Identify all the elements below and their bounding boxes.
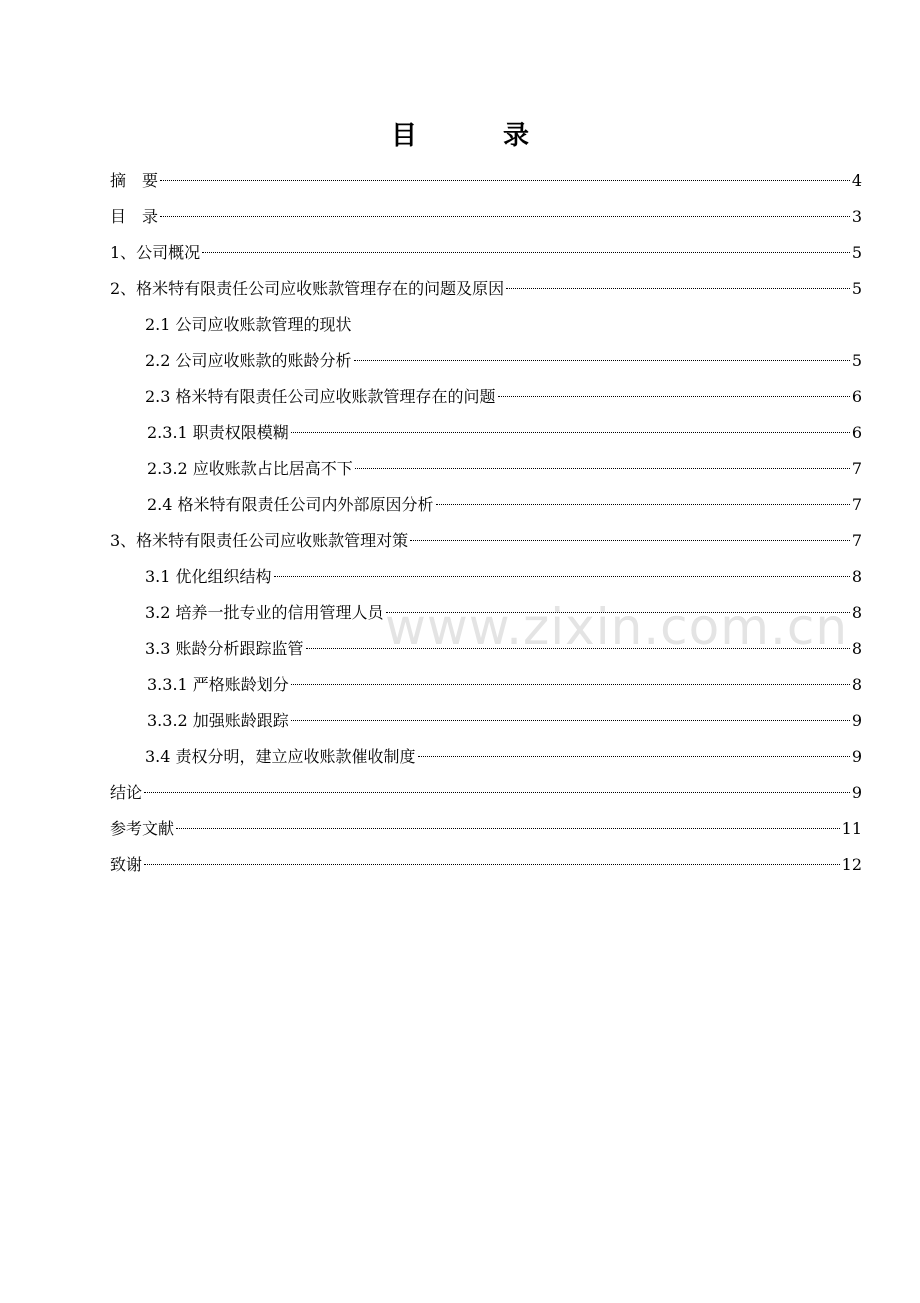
toc-entry-label: 参考文献 (110, 819, 175, 838)
toc-entry-page-number: 7 (851, 459, 862, 478)
page-title: 目 录 (390, 121, 559, 151)
toc-entry-page-number: 3 (851, 207, 862, 226)
toc-entry[interactable] (110, 523, 862, 559)
toc-entry-label: 3.3 账龄分析跟踪监管 (145, 639, 304, 658)
toc-entry[interactable] (110, 595, 862, 631)
toc-entry[interactable] (110, 271, 862, 307)
toc-entry-label: 2.3 格米特有限责任公司应收账款管理存在的问题 (145, 387, 496, 406)
toc-entry[interactable] (110, 163, 862, 199)
toc-entry[interactable] (110, 739, 862, 775)
toc-entry-label: 3.1 优化组织结构 (145, 567, 272, 586)
toc-entry-label: 摘 要 (110, 171, 159, 190)
toc-entry-label: 2.3.1 职责权限模糊 (147, 423, 289, 442)
toc-entry-page-number: 7 (851, 531, 862, 550)
toc-dot-leader (291, 432, 850, 433)
toc-entry[interactable] (110, 379, 862, 415)
toc-entry-label: 1、公司概况 (110, 243, 201, 262)
toc-entry[interactable] (110, 631, 862, 667)
toc-entry-label: 3.2 培养一批专业的信用管理人员 (145, 603, 384, 622)
toc-dot-leader (506, 288, 850, 289)
toc-entry-page-number: 5 (851, 351, 862, 370)
toc-entry[interactable] (110, 451, 862, 487)
toc-entry[interactable] (110, 487, 862, 523)
toc-dot-leader (410, 540, 850, 541)
toc-entry-page-number: 9 (851, 711, 862, 730)
toc-entry-label: 2.3.2 应收账款占比居高不下 (147, 459, 353, 478)
toc-entry-page-number: 8 (851, 567, 862, 586)
toc-entry-page-number: 8 (851, 675, 862, 694)
toc-entry-page-number: 12 (841, 855, 862, 874)
toc-entry-page-number: 11 (841, 819, 862, 838)
toc-entry-label: 3.3.1 严格账龄划分 (147, 675, 289, 694)
toc-entry-label: 2、格米特有限责任公司应收账款管理存在的问题及原因 (110, 279, 505, 298)
toc-dot-leader (274, 576, 850, 577)
toc-entry-label: 2.1 公司应收账款管理的现状 (145, 315, 352, 334)
toc-entry-label: 结论 (110, 783, 143, 802)
toc-dot-leader (291, 684, 850, 685)
toc-entry-label: 目 录 (110, 207, 159, 226)
toc-entry-page-number: 6 (851, 423, 862, 442)
toc-dot-leader (306, 648, 850, 649)
toc-entry[interactable] (110, 235, 862, 271)
toc-dot-leader (144, 864, 840, 865)
toc-entry-page-number: 8 (851, 639, 862, 658)
toc-entry-label: 2.2 公司应收账款的账龄分析 (145, 351, 352, 370)
toc-dot-leader (355, 468, 850, 469)
toc-dot-leader (160, 216, 850, 217)
toc-entry-page-number: 8 (851, 603, 862, 622)
toc-entry-page-number: 6 (851, 387, 862, 406)
toc-entry-page-number: 4 (851, 171, 862, 190)
toc-entry-label: 3、格米特有限责任公司应收账款管理对策 (110, 531, 409, 550)
toc-entry[interactable] (110, 703, 862, 739)
toc-entry[interactable] (110, 559, 862, 595)
toc-dot-leader (418, 756, 850, 757)
watermark: www.zixin.com.cn (385, 598, 849, 656)
toc-dot-leader (291, 720, 850, 721)
toc-entry-label: 3.3.2 加强账龄跟踪 (147, 711, 289, 730)
toc-dot-leader (176, 828, 840, 829)
table-of-contents (110, 163, 862, 883)
toc-entry[interactable] (110, 307, 862, 343)
toc-entry[interactable] (110, 775, 862, 811)
toc-dot-leader (386, 612, 850, 613)
toc-entry[interactable] (110, 415, 862, 451)
toc-entry[interactable] (110, 199, 862, 235)
toc-entry-label: 3.4 责权分明，建立应收账款催收制度 (145, 747, 416, 766)
toc-entry[interactable] (110, 667, 862, 703)
toc-entry-label: 2.4 格米特有限责任公司内外部原因分析 (147, 495, 434, 514)
toc-dot-leader (354, 360, 850, 361)
toc-dot-leader (160, 180, 850, 181)
toc-entry-page-number: 7 (851, 495, 862, 514)
toc-dot-leader (436, 504, 850, 505)
toc-dot-leader (202, 252, 850, 253)
toc-dot-leader (144, 792, 850, 793)
toc-entry[interactable] (110, 811, 862, 847)
toc-dot-leader (498, 396, 850, 397)
toc-entry-page-number: 5 (851, 279, 862, 298)
toc-entry-page-number: 9 (851, 783, 862, 802)
toc-entry[interactable] (110, 847, 862, 883)
toc-entry[interactable] (110, 343, 862, 379)
toc-entry-label: 致谢 (110, 855, 143, 874)
toc-entry-page-number: 9 (851, 747, 862, 766)
toc-entry-page-number: 5 (851, 243, 862, 262)
